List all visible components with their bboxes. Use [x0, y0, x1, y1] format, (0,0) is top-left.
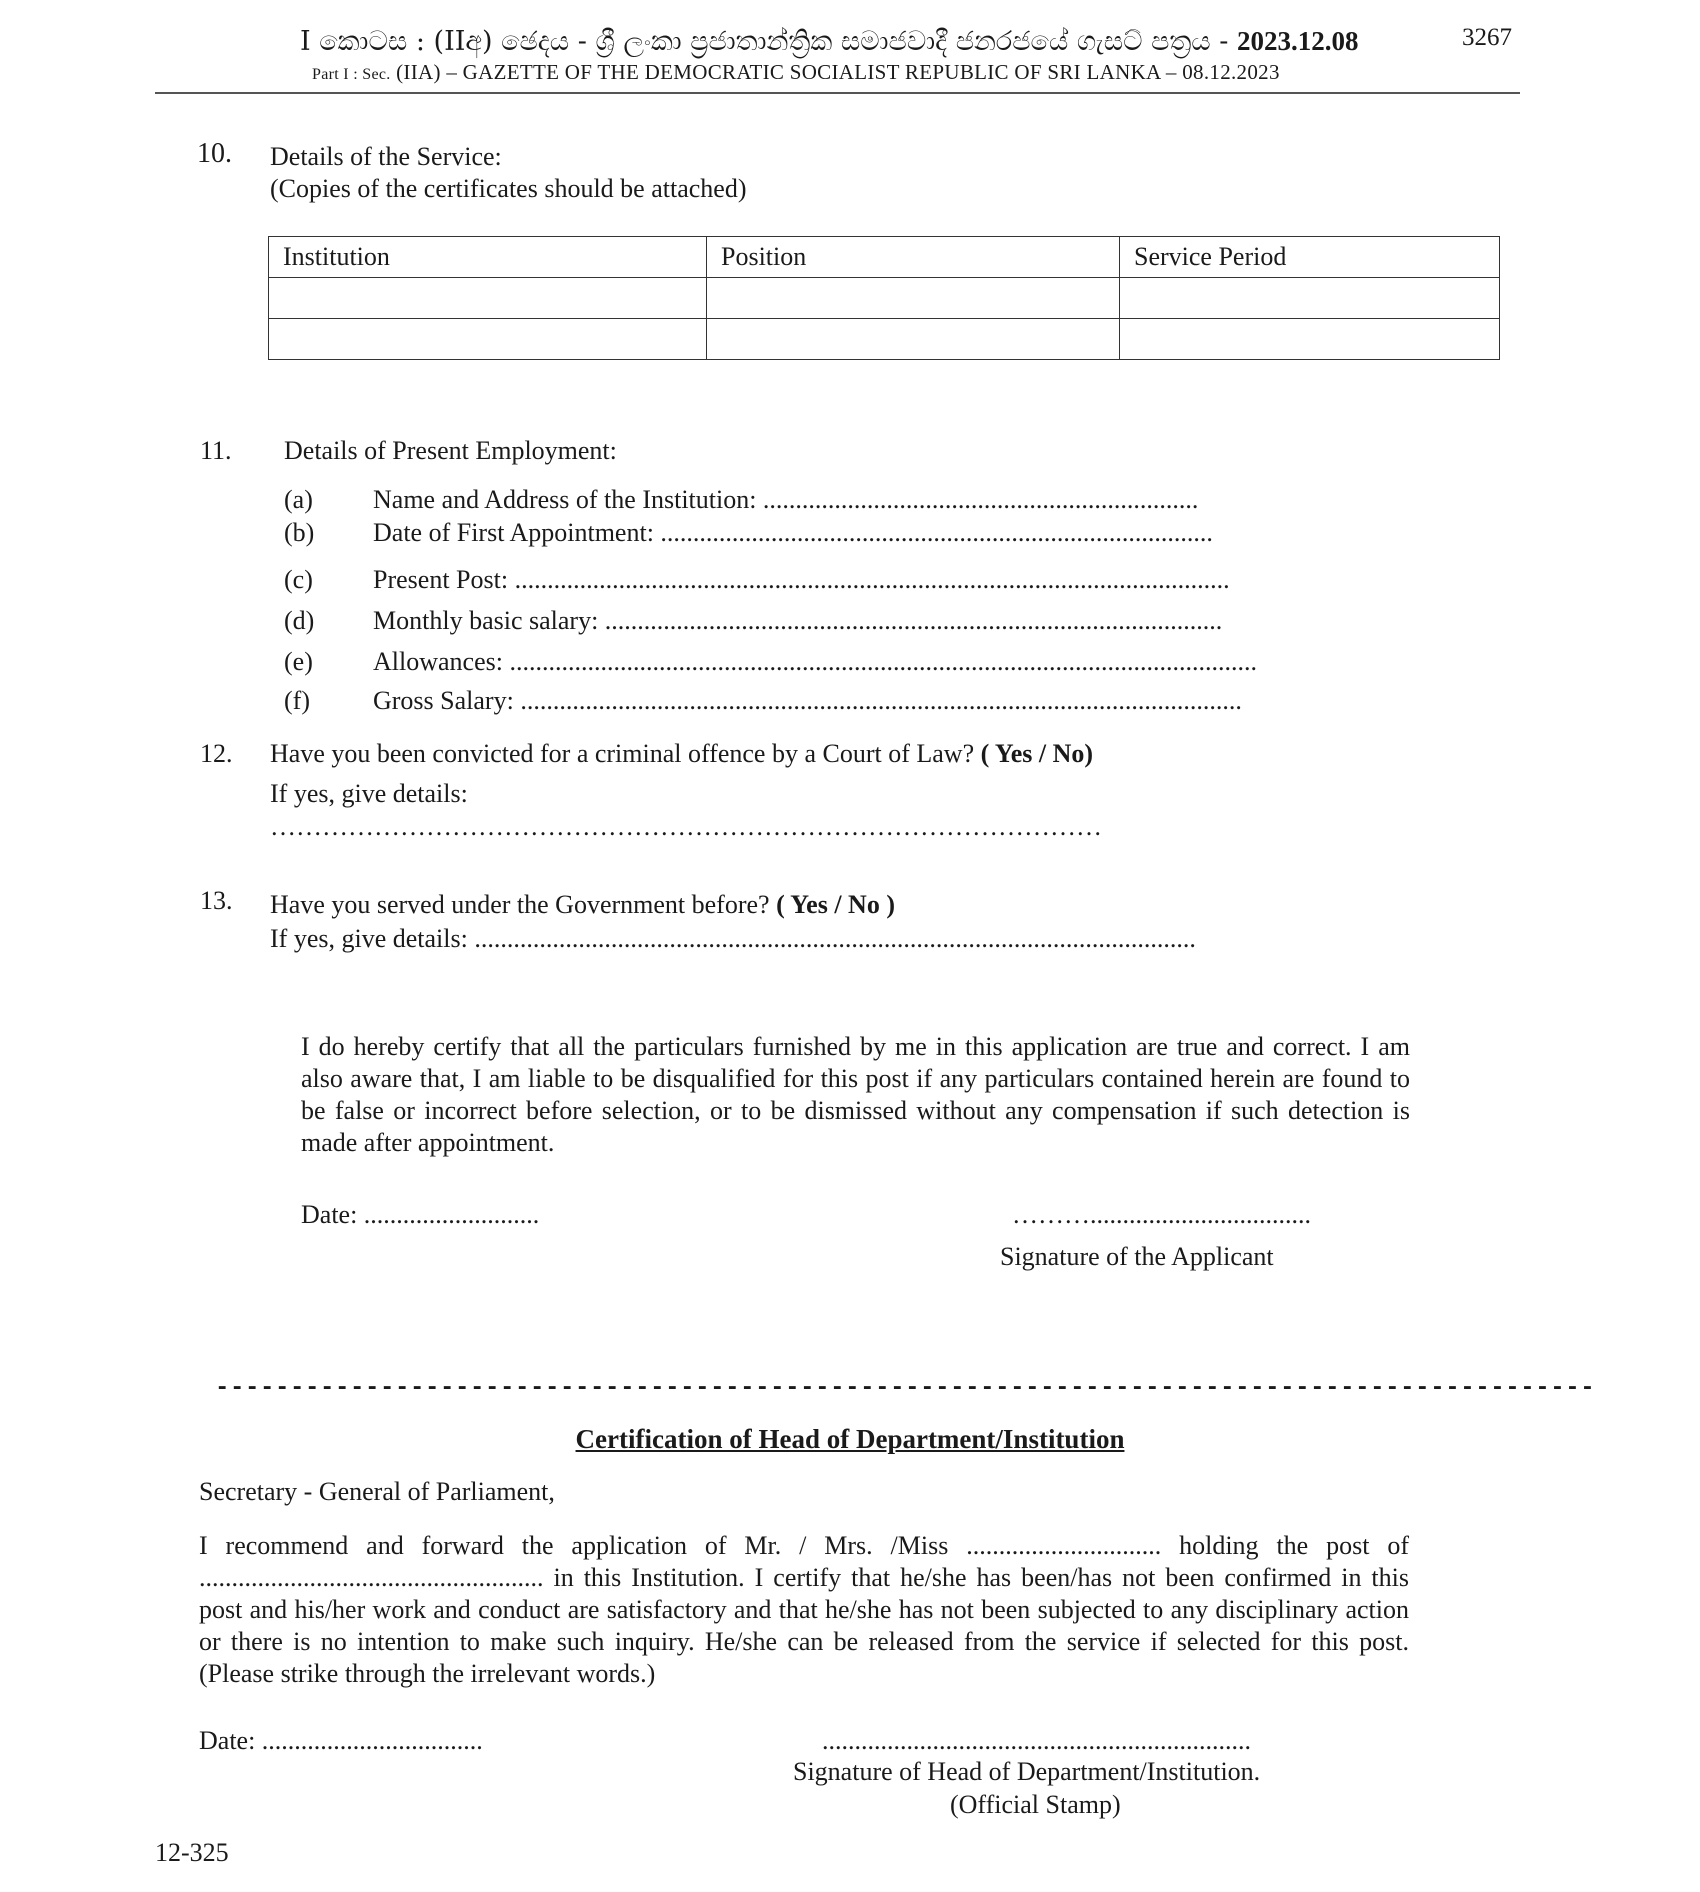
item-10-number: 10.: [197, 138, 232, 169]
item-12-details-label: If yes, give details:: [270, 779, 468, 808]
table-header-position: Position: [707, 237, 1120, 278]
table-row: [269, 319, 1500, 360]
government-service-question: Have you served under the Government before?: [270, 890, 770, 919]
government-service-yes-no[interactable]: ( Yes / No ): [776, 890, 895, 919]
table-cell[interactable]: [269, 278, 707, 319]
table-cell[interactable]: [1120, 319, 1500, 360]
head-date-field[interactable]: Date: ..................................: [199, 1726, 483, 1755]
present-post-field[interactable]: Present Post: ..............................................................................................................: [373, 565, 1230, 594]
item-11b-label: (b): [284, 518, 315, 547]
table-cell[interactable]: [707, 319, 1120, 360]
footer-code: 12-325: [155, 1838, 229, 1867]
item-12-question: [270, 739, 1093, 769]
item-12-number: 12.: [200, 739, 233, 768]
header-part-label: Part I : Sec.: [312, 66, 391, 83]
allowances-field[interactable]: Allowances: ...................................................................................................................: [373, 647, 1257, 676]
criminal-offence-yes-no[interactable]: ( Yes / No): [980, 739, 1094, 768]
item-11f-label: (f): [284, 686, 310, 715]
head-signature-line[interactable]: ..................................................................: [822, 1726, 1251, 1755]
certification-body: I recommend and forward the application of Mr. / Mrs. /Miss .............................. holding the post of ..................................................... in this Institution. I certify that he/she has been/has not been confirmed in this post and his/her work and conduct are satisfactory and that he/she has not been subjected to any disciplinary action or there is no intention to make such inquiry. He/she can be released from the service if selected for this post. (Please strike through the irrelevant words.): [199, 1531, 1409, 1688]
applicant-declaration: I do hereby certify that all the particulars furnished by me in this application are true and correct. I am also aware that, I am liable to be disqualified for this post if any particulars contained herein are found to be false or incorrect before selection, or to be dismissed without any compensation if such detection is made after appointment.: [301, 1032, 1410, 1157]
item-13-details: [270, 924, 1196, 954]
section-separator: --------------------------------------------------------------------------------------------: [215, 1375, 1596, 1402]
official-stamp-label: (Official Stamp): [950, 1790, 1121, 1819]
gazette-header-english: [312, 60, 1280, 85]
header-english-title: (IIA) – GAZETTE OF THE DEMOCRATIC SOCIALIST REPUBLIC OF SRI LANKA – 08.12.2023: [396, 60, 1280, 84]
header-sinhala-date: 2023.12.08: [1237, 26, 1359, 56]
applicant-signature-label: Signature of the Applicant: [1000, 1242, 1274, 1271]
item-13-question: [270, 890, 895, 920]
item-11d-label: (d): [284, 606, 315, 635]
header-divider: [155, 92, 1520, 94]
table-cell[interactable]: [269, 319, 707, 360]
table-row: [269, 278, 1500, 319]
header-sinhala-title: I කොටස : (IIඅ) ඡෙදය - ශ්‍රී ලංකා ප්‍රජාතාන්ත්‍රික සමාජවාදී ජනරජයේ ගැසට් පත්‍රය -: [300, 26, 1229, 57]
table-header-service-period: Service Period: [1120, 237, 1500, 278]
head-signature-label: Signature of Head of Department/Institution.: [793, 1757, 1261, 1786]
item-11a-label: (a): [284, 485, 313, 514]
item-11-number: 11.: [200, 436, 232, 465]
first-appointment-field[interactable]: Date of First Appointment: .....................................................................................: [373, 518, 1213, 547]
item-11e-label: (e): [284, 647, 313, 676]
item-10-note: (Copies of the certificates should be attached): [270, 174, 747, 203]
table-cell[interactable]: [1120, 278, 1500, 319]
table-cell[interactable]: [707, 278, 1120, 319]
item-13-number: 13.: [200, 886, 233, 915]
applicant-date-field[interactable]: Date: ...........................: [301, 1200, 540, 1229]
applicant-signature-line[interactable]: ………..................................: [1012, 1200, 1311, 1229]
present-institution-field[interactable]: Name and Address of the Institution: ...................................................................: [373, 485, 1199, 514]
page-number: 3267: [1462, 24, 1512, 51]
basic-salary-field[interactable]: Monthly basic salary: ...............................................................................................: [373, 606, 1223, 635]
certification-addressee: Secretary - General of Parliament,: [199, 1477, 555, 1506]
certification-title: Certification of Head of Department/Institution: [575, 1424, 1125, 1454]
table-header-institution: Institution: [269, 237, 707, 278]
item-13-details-label: If yes, give details:: [270, 924, 468, 953]
table-header-row: [269, 237, 1500, 278]
item-11-title: Details of Present Employment:: [284, 436, 617, 465]
gross-salary-field[interactable]: Gross Salary: ...............................................................................................................: [373, 686, 1242, 715]
item-13-details-field[interactable]: ...............................................................................................................: [474, 924, 1196, 953]
criminal-offence-question: Have you been convicted for a criminal offence by a Court of Law?: [270, 739, 975, 768]
gazette-header-sinhala: [300, 26, 1359, 58]
item-12-details-field[interactable]: ……………………………………………………………………………………: [270, 812, 1102, 841]
service-details-table: [268, 236, 1500, 360]
item-11c-label: (c): [284, 565, 313, 594]
item-10-title: Details of the Service:: [270, 142, 502, 171]
